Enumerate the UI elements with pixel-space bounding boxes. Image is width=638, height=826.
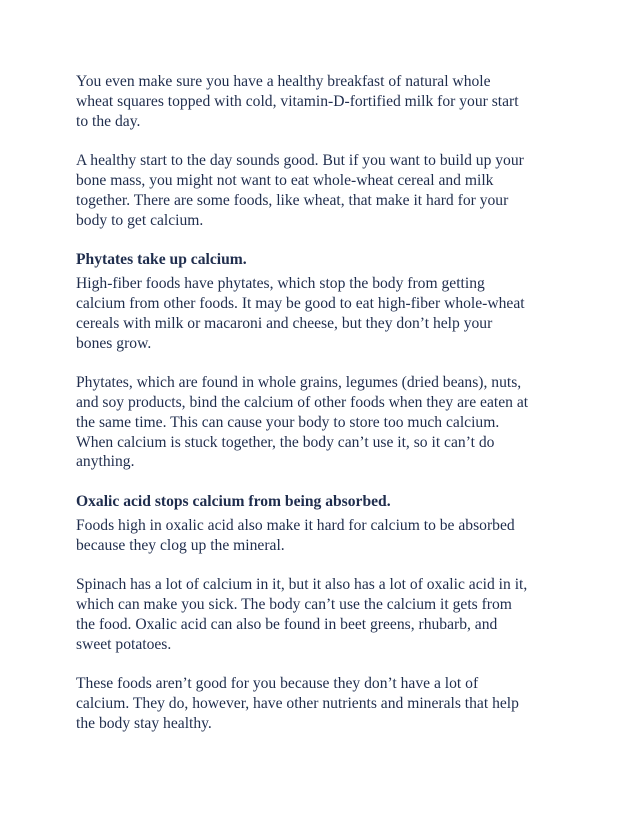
text-line: to the day. xyxy=(76,112,141,130)
text-line: the body stay healthy. xyxy=(76,714,212,732)
paragraph-healthy-start xyxy=(76,151,566,230)
heading-phytates: Phytates take up calcium. xyxy=(76,251,247,269)
text-line: When calcium is stuck together, the body can’t use it, so it can’t do xyxy=(76,433,495,451)
text-line: These foods aren’t good for you because they don’t have a lot of xyxy=(76,675,479,693)
text-line: Spinach has a lot of calcium in it, but it also has a lot of oxalic acid in it, xyxy=(76,576,528,594)
text-line: bones grow. xyxy=(76,334,152,352)
text-line: You even make sure you have a healthy breakfast of natural whole xyxy=(76,73,491,90)
paragraph-phytates-bind xyxy=(76,373,566,472)
text-line: and soy products, bind the calcium of other foods when they are eaten at xyxy=(76,393,529,411)
text-line: High-fiber foods have phytates, which stop the body from getting xyxy=(76,275,485,293)
text-line: calcium from other foods. It may be good to eat high-fiber whole-wheat xyxy=(76,294,525,312)
text-line: because they clog up the mineral. xyxy=(76,536,285,554)
text-line: which can make you sick. The body can’t use the calcium it gets from xyxy=(76,596,512,614)
text-line: bone mass, you might not want to eat whole-wheat cereal and milk xyxy=(76,171,494,189)
text-line: Phytates, which are found in whole grains, legumes (dried beans), nuts, xyxy=(76,374,522,392)
text-line: the food. Oxalic acid can also be found in beet greens, rhubarb, and xyxy=(76,615,498,633)
paragraph-oxalic-foods xyxy=(76,516,566,556)
paragraph-high-fiber xyxy=(76,274,566,353)
text-line: Foods high in oxalic acid also make it hard for calcium to be absorbed xyxy=(76,516,515,534)
text-line: anything. xyxy=(76,453,135,471)
heading-oxalic-acid: Oxalic acid stops calcium from being absorbed. xyxy=(76,492,391,510)
text-line: together. There are some foods, like wheat, that make it hard for your xyxy=(76,191,509,209)
text-line: cereals with milk or macaroni and cheese, but they don’t help your xyxy=(76,314,493,332)
text-line: the same time. This can cause your body to store too much calcium. xyxy=(76,413,500,431)
document-body xyxy=(76,72,566,754)
text-line: sweet potatoes. xyxy=(76,635,172,653)
paragraph-conclusion xyxy=(76,674,566,733)
paragraph-spinach xyxy=(76,575,566,654)
text-line: wheat squares topped with cold, vitamin-D-fortified milk for your start xyxy=(76,92,519,110)
text-line: calcium. They do, however, have other nutrients and minerals that help xyxy=(76,695,519,713)
text-line: A healthy start to the day sounds good. But if you want to build up your xyxy=(76,152,524,170)
text-line: body to get calcium. xyxy=(76,211,204,229)
paragraph-breakfast xyxy=(76,72,566,131)
